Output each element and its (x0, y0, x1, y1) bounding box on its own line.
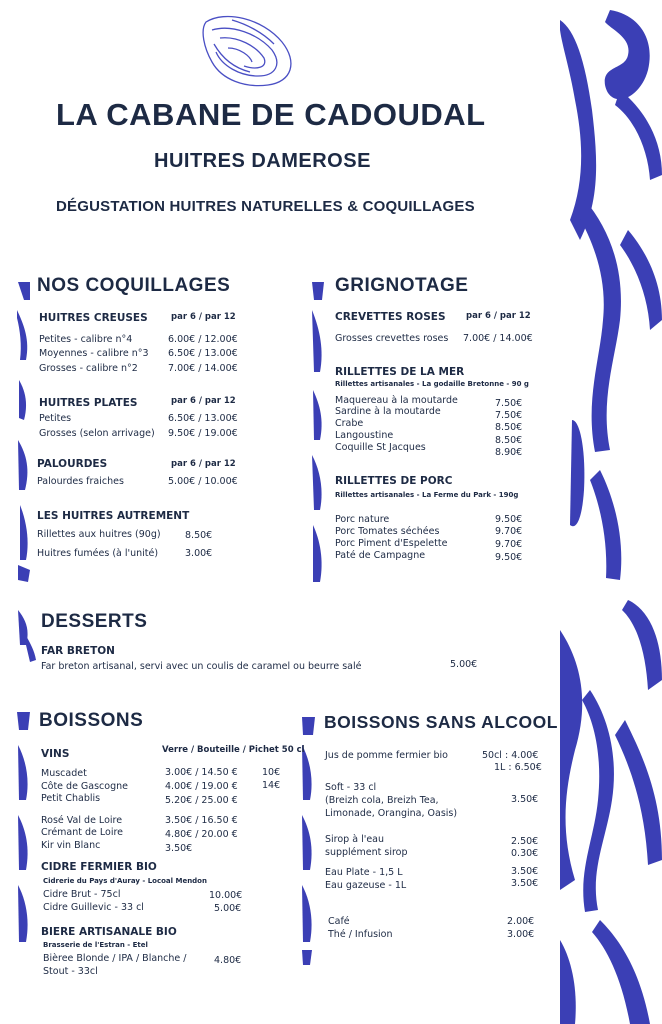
jus-price-1l: 1L : 6.50€ (494, 762, 542, 773)
rillettes-mer-title: RILLETTES DE LA MER (335, 366, 465, 378)
menu-item-name: Grosses - calibre n°2 (39, 363, 138, 374)
menu-item-name: Coquille St Jacques (335, 442, 426, 453)
menu-item-name: Eau gazeuse - 1L (325, 880, 407, 891)
soft-line1: Soft - 33 cl (325, 782, 377, 793)
menu-item-name: Petites (39, 413, 72, 424)
menu-item-name: Petites - calibre n°4 (39, 334, 133, 345)
menu-item-name: Paté de Campagne (335, 550, 426, 561)
menu-item-price: 4.80€ / 20.00 € (165, 829, 238, 840)
rillettes-mer-note: Rillettes artisanales - La godaille Bretonne - 90 g (335, 380, 529, 388)
plates-title: HUITRES PLATES (39, 397, 138, 409)
autrement-title: LES HUITRES AUTREMENT (37, 510, 190, 522)
menu-item-price: 7.00€ / 14.00€ (168, 363, 238, 374)
menu-item-name: Grosses (selon arrivage) (39, 428, 155, 439)
menu-item-name: Thé / Infusion (328, 929, 393, 940)
soft-line3: Limonade, Orangina, Oasis) (325, 808, 458, 819)
menu-item-price: 5.20€ / 25.00 € (165, 795, 238, 806)
jus-name: Jus de pomme fermier bio (325, 750, 448, 761)
menu-item-price: 8.50€ (185, 530, 213, 541)
biere-title: BIERE ARTISANALE BIO (41, 926, 177, 938)
cidre-title: CIDRE FERMIER BIO (41, 861, 157, 873)
menu-item-name: Rillettes aux huitres (90g) (37, 529, 161, 540)
section-heading-boissons: BOISSONS (39, 710, 144, 731)
menu-item-name: Côte de Gascogne (41, 781, 128, 792)
biere-price: 4.80€ (214, 955, 242, 966)
menu-item-price: 3.00€ / 14.50 € (165, 767, 238, 778)
cidre-note: Cidrerie du Pays d'Auray - Locoal Mendon (43, 877, 207, 885)
seaweed-right (560, 10, 662, 1024)
menu-item-name: Rosé Val de Loire (41, 815, 123, 826)
menu-item-name: Eau Plate - 1,5 L (325, 867, 403, 878)
menu-item-name: Grosses crevettes roses (335, 333, 449, 344)
menu-item-price: 9.70€ (495, 539, 523, 550)
menu-item-price: 6.00€ / 12.00€ (168, 334, 238, 345)
palourdes-price-header: par 6 / par 12 (171, 459, 236, 469)
jus-price-50cl: 50cl : 4.00€ (482, 750, 539, 761)
menu-item-name: Kir vin Blanc (41, 840, 101, 851)
menu-item-pichet: 14€ (262, 780, 281, 791)
biere-item-line2: Stout - 33cl (43, 966, 98, 977)
menu-item-price: 3.00€ (507, 929, 535, 940)
menu-item-price: 5.00€ / 10.00€ (168, 476, 238, 487)
rillettes-porc-title: RILLETTES DE PORC (335, 475, 453, 487)
restaurant-title: LA CABANE DE CADOUDAL (56, 97, 486, 132)
menu-item-name: Porc nature (335, 514, 390, 525)
palourdes-title: PALOURDES (37, 458, 108, 470)
menu-item-price: 5.00€ (214, 903, 242, 914)
menu-item-price: 10.00€ (209, 890, 243, 901)
menu-item-price: 3.00€ (185, 548, 213, 559)
menu-item-price: 7.50€ (495, 398, 523, 409)
menu-item-name: Sirop à l'eau (325, 834, 385, 845)
rillettes-porc-note: Rillettes artisanales - La Ferme du Park - 190g (335, 491, 519, 499)
creuses-title: HUITRES CREUSES (39, 312, 148, 324)
menu-item-price: 6.50€ / 13.00€ (168, 413, 238, 424)
vins-price-header: Verre / Bouteille / Pichet 50 cl (162, 745, 305, 755)
menu-item-name: Moyennes - calibre n°3 (39, 348, 149, 359)
biere-note: Brasserie de l'Estran - Etel (43, 941, 148, 949)
menu-item-name: Sardine à la moutarde (335, 406, 441, 417)
menu-item-name: Langoustine (335, 430, 394, 441)
far-breton-description: Far breton artisanal, servi avec un coulis de caramel ou beurre salé (41, 661, 362, 672)
menu-item-price: 2.50€ (511, 836, 539, 847)
section-heading-grignotage: GRIGNOTAGE (335, 275, 469, 296)
menu-item-name: Crémant de Loire (41, 827, 124, 838)
menu-item-price: 8.90€ (495, 447, 523, 458)
menu-item-name: Petit Chablis (41, 793, 101, 804)
menu-item-price: 9.50€ (495, 552, 523, 563)
far-breton-title: FAR BRETON (41, 645, 115, 657)
menu-item-price: 3.50€ / 16.50 € (165, 815, 238, 826)
menu-item-price: 3.50€ (165, 843, 193, 854)
creuses-price-header: par 6 / par 12 (171, 312, 236, 322)
menu-item-price: 9.70€ (495, 526, 523, 537)
biere-item-line1: Bièree Blonde / IPA / Blanche / (43, 953, 187, 964)
plates-price-header: par 6 / par 12 (171, 396, 236, 406)
menu-item-price: 2.00€ (507, 916, 535, 927)
menu-item-name: Cidre Guillevic - 33 cl (43, 902, 144, 913)
menu-item-name: Cidre Brut - 75cl (43, 889, 121, 900)
menu-item-name: Porc Piment d'Espelette (335, 538, 448, 549)
menu-item-name: Maquereau à la moutarde (335, 395, 458, 406)
vins-title: VINS (41, 748, 70, 760)
menu-item-name: Porc Tomates séchées (335, 526, 440, 537)
menu-item-price: 3.50€ (511, 878, 539, 889)
restaurant-subtitle: HUITRES DAMEROSE (154, 150, 371, 172)
menu-item-price: 3.50€ (511, 866, 539, 877)
menu-item-name: Huitres fumées (à l'unité) (37, 548, 159, 559)
soft-price: 3.50€ (511, 794, 539, 805)
crevettes-title: CREVETTES ROSES (335, 311, 446, 323)
menu-item-price: 9.50€ / 19.00€ (168, 428, 238, 439)
restaurant-tagline: DÉGUSTATION HUITRES NATURELLES & COQUILLAGES (56, 198, 475, 215)
section-heading-desserts: DESSERTS (41, 611, 148, 632)
menu-item-price: 0.30€ (511, 848, 539, 859)
soft-line2: (Breizh cola, Breizh Tea, (325, 795, 439, 806)
crevettes-price-header: par 6 / par 12 (466, 311, 531, 321)
menu-item-price: 8.50€ (495, 422, 523, 433)
menu-item-name: Palourdes fraiches (37, 476, 124, 487)
menu-item-name: Crabe (335, 418, 364, 429)
menu-item-price: 7.00€ / 14.00€ (463, 333, 533, 344)
far-breton-price: 5.00€ (450, 659, 478, 670)
menu-item-price: 4.00€ / 19.00 € (165, 781, 238, 792)
menu-item-price: 6.50€ / 13.00€ (168, 348, 238, 359)
menu-item-name: Café (328, 916, 350, 927)
menu-item-pichet: 10€ (262, 767, 281, 778)
oyster-logo (203, 16, 291, 85)
menu-item-name: Muscadet (41, 768, 87, 779)
section-heading-sans-alcool: BOISSONS SANS ALCOOL (324, 712, 558, 732)
menu-item-price: 8.50€ (495, 435, 523, 446)
menu-item-price: 9.50€ (495, 514, 523, 525)
menu-item-price: 7.50€ (495, 410, 523, 421)
section-heading-coquillages: NOS COQUILLAGES (37, 275, 231, 296)
menu-item-name: supplément sirop (325, 847, 408, 858)
